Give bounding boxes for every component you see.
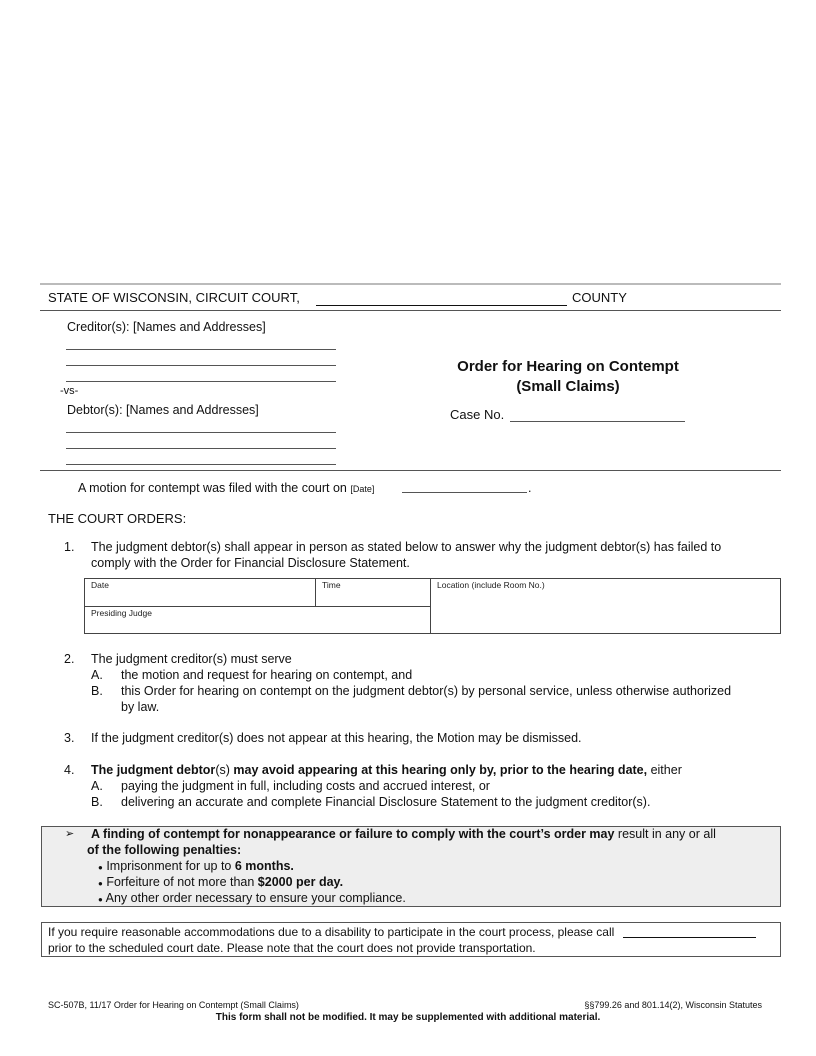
case-no-field[interactable] xyxy=(510,421,685,422)
penalty-item: ● Forfeiture of not more than $2000 per day. xyxy=(98,875,344,889)
item-number: 4. xyxy=(64,763,75,777)
warning-text: result in any or all xyxy=(614,827,716,841)
divider xyxy=(40,310,781,311)
item-number: 2. xyxy=(64,652,75,666)
item-number: 3. xyxy=(64,731,75,745)
accommodation-text: If you require reasonable accommodations due to a disability to participate in the court process, please call xyxy=(48,925,615,939)
divider xyxy=(40,470,781,471)
item2-b-text: by law. xyxy=(121,700,160,714)
state-court-label: STATE OF WISCONSIN, CIRCUIT COURT, xyxy=(48,290,300,305)
phone-field[interactable] xyxy=(623,937,756,938)
item4-a-text: paying the judgment in full, including costs and accrued interest, or xyxy=(121,779,490,793)
debtor-label: Debtor(s): [Names and Addresses] xyxy=(67,403,259,417)
motion-date-field[interactable] xyxy=(402,492,527,493)
sub-letter: A. xyxy=(91,668,103,682)
creditor-label: Creditor(s): [Names and Addresses] xyxy=(67,320,266,334)
time-cell[interactable] xyxy=(315,578,431,607)
creditor-line[interactable] xyxy=(66,381,336,382)
creditor-line[interactable] xyxy=(66,349,336,350)
debtor-line[interactable] xyxy=(66,464,336,465)
top-rule xyxy=(40,283,781,285)
creditor-line[interactable] xyxy=(66,365,336,366)
debtor-line[interactable] xyxy=(66,432,336,433)
vs-label: -vs- xyxy=(60,385,79,397)
county-field[interactable] xyxy=(316,305,567,306)
item2-text: The judgment creditor(s) must serve xyxy=(91,652,292,666)
item2-b-text: this Order for hearing on contempt on the judgment debtor(s) by personal service, unless otherwise authorized xyxy=(121,684,732,698)
arrow-bullet-icon: ➢ xyxy=(65,828,75,840)
statutes: §§799.26 and 801.14(2), Wisconsin Statutes xyxy=(584,1000,762,1010)
item-number: 1. xyxy=(64,540,75,554)
penalty-item: ● Any other order necessary to ensure your compliance. xyxy=(98,891,406,905)
location-cell-label: Location (include Room No.) xyxy=(437,580,545,590)
form-subtitle: (Small Claims) xyxy=(516,378,620,395)
sub-letter: B. xyxy=(91,684,103,698)
location-cell[interactable] xyxy=(430,578,781,634)
item3-text: If the judgment creditor(s) does not appear at this hearing, the Motion may be dismissed. xyxy=(91,731,582,745)
item1-text: comply with the Order for Financial Disclosure Statement. xyxy=(91,556,410,570)
date-cell[interactable] xyxy=(84,578,316,607)
warning-text: A finding of contempt for nonappearance or failure to comply with the court’s order may xyxy=(91,827,615,841)
warning-text: of the following penalties: xyxy=(87,843,242,857)
item4-b-text: delivering an accurate and complete Financial Disclosure Statement to the judgment creditor(s). xyxy=(121,795,651,809)
debtor-line[interactable] xyxy=(66,448,336,449)
form-id: SC-507B, 11/17 Order for Hearing on Contempt (Small Claims) xyxy=(48,1000,299,1010)
orders-heading: THE COURT ORDERS: xyxy=(48,511,187,526)
judge-cell[interactable] xyxy=(84,606,431,634)
time-cell-label: Time xyxy=(322,580,341,590)
form-notice: This form shall not be modified. It may be supplemented with additional material. xyxy=(215,1012,601,1023)
sub-letter: B. xyxy=(91,795,103,809)
county-label: COUNTY xyxy=(572,290,627,305)
period: . xyxy=(528,481,532,495)
case-no-label: Case No. xyxy=(450,407,505,422)
penalty-item: ● Imprisonment for up to 6 months. xyxy=(98,859,294,873)
item1-text: The judgment debtor(s) shall appear in person as stated below to answer why the judgment debtor(s) has failed to xyxy=(91,540,722,554)
date-label: [Date] xyxy=(350,484,375,494)
accommodation-text: prior to the scheduled court date. Please note that the court does not provide transportation. xyxy=(48,941,536,955)
form-title: Order for Hearing on Contempt xyxy=(457,358,679,375)
judge-cell-label: Presiding Judge xyxy=(91,608,152,618)
sub-letter: A. xyxy=(91,779,103,793)
item4-text: The judgment debtor(s) may avoid appearing at this hearing only by, prior to the hearing date, either xyxy=(91,763,682,777)
motion-text: A motion for contempt was filed with the court on xyxy=(78,481,347,495)
item2-a-text: the motion and request for hearing on contempt, and xyxy=(121,668,413,682)
date-cell-label: Date xyxy=(91,580,109,590)
